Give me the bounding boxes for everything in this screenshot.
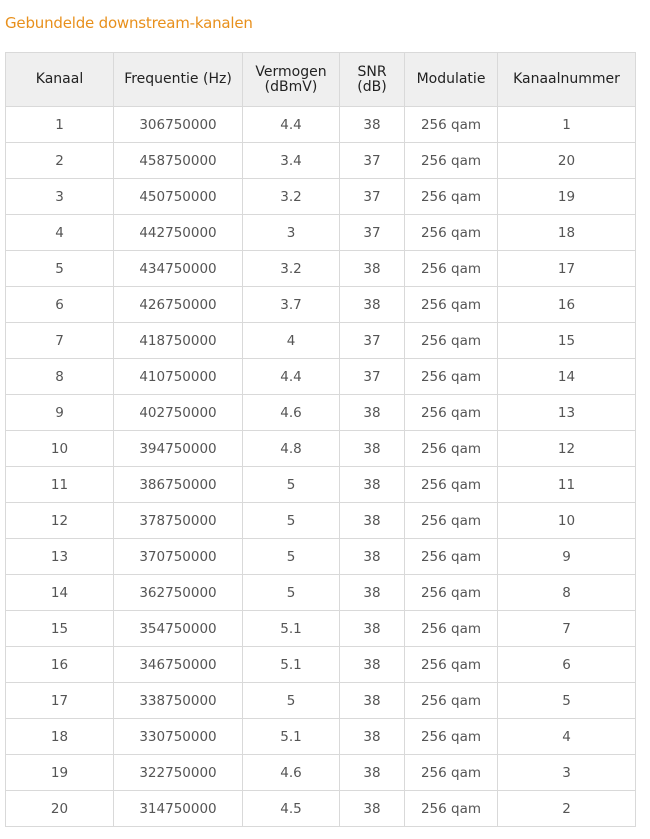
cell-frequentie: 370750000: [114, 539, 243, 575]
cell-kanaalnummer: 18: [498, 215, 636, 251]
cell-kanaalnummer: 16: [498, 287, 636, 323]
table-row: [6, 431, 636, 467]
cell-frequentie: 322750000: [114, 755, 243, 791]
cell-snr: 38: [340, 683, 405, 719]
cell-modulatie: 256 qam: [405, 575, 498, 611]
table-row: [6, 683, 636, 719]
cell-kanaal: 3: [6, 179, 114, 215]
cell-frequentie: 338750000: [114, 683, 243, 719]
cell-kanaalnummer: 10: [498, 503, 636, 539]
cell-kanaal: 20: [6, 791, 114, 827]
cell-modulatie: 256 qam: [405, 287, 498, 323]
cell-kanaal: 4: [6, 215, 114, 251]
table-row: [6, 215, 636, 251]
table-row: [6, 359, 636, 395]
cell-kanaal: 7: [6, 323, 114, 359]
table-row: [6, 395, 636, 431]
cell-vermogen: 5: [243, 539, 340, 575]
header-kanaal: [6, 53, 114, 107]
cell-snr: 37: [340, 143, 405, 179]
cell-frequentie: 418750000: [114, 323, 243, 359]
table-header: [6, 53, 636, 107]
cell-vermogen: 4.4: [243, 107, 340, 143]
cell-vermogen: 5: [243, 503, 340, 539]
table-body: [6, 107, 636, 827]
cell-snr: 38: [340, 611, 405, 647]
cell-modulatie: 256 qam: [405, 467, 498, 503]
table-row: [6, 107, 636, 143]
cell-snr: 38: [340, 107, 405, 143]
cell-snr: 38: [340, 395, 405, 431]
cell-snr: 37: [340, 359, 405, 395]
cell-kanaalnummer: 13: [498, 395, 636, 431]
cell-vermogen: 3: [243, 215, 340, 251]
cell-snr: 38: [340, 503, 405, 539]
cell-kanaal: 12: [6, 503, 114, 539]
table-row: [6, 503, 636, 539]
cell-frequentie: 306750000: [114, 107, 243, 143]
cell-modulatie: 256 qam: [405, 395, 498, 431]
cell-vermogen: 5: [243, 683, 340, 719]
cell-frequentie: 354750000: [114, 611, 243, 647]
table-row: [6, 287, 636, 323]
cell-frequentie: 442750000: [114, 215, 243, 251]
cell-vermogen: 3.2: [243, 179, 340, 215]
cell-modulatie: 256 qam: [405, 359, 498, 395]
cell-kanaal: 2: [6, 143, 114, 179]
table-row: [6, 251, 636, 287]
cell-modulatie: 256 qam: [405, 647, 498, 683]
cell-vermogen: 5.1: [243, 611, 340, 647]
cell-snr: 38: [340, 791, 405, 827]
table-row: [6, 539, 636, 575]
cell-frequentie: 386750000: [114, 467, 243, 503]
cell-frequentie: 346750000: [114, 647, 243, 683]
cell-snr: 38: [340, 539, 405, 575]
cell-frequentie: 402750000: [114, 395, 243, 431]
cell-frequentie: 426750000: [114, 287, 243, 323]
cell-kanaalnummer: 7: [498, 611, 636, 647]
cell-snr: 37: [340, 323, 405, 359]
downstream-channels-table: [5, 52, 636, 827]
cell-frequentie: 410750000: [114, 359, 243, 395]
cell-kanaalnummer: 19: [498, 179, 636, 215]
cell-kanaal: 13: [6, 539, 114, 575]
cell-kanaal: 11: [6, 467, 114, 503]
header-kanaalnummer-label: Kanaalnummer: [513, 71, 620, 87]
header-snr-unit: (dB): [357, 78, 387, 95]
cell-kanaalnummer: 14: [498, 359, 636, 395]
table-row: [6, 143, 636, 179]
cell-snr: 38: [340, 719, 405, 755]
cell-vermogen: 4.6: [243, 395, 340, 431]
cell-vermogen: 5: [243, 467, 340, 503]
cell-modulatie: 256 qam: [405, 143, 498, 179]
cell-frequentie: 434750000: [114, 251, 243, 287]
table-row: [6, 323, 636, 359]
cell-snr: 38: [340, 251, 405, 287]
cell-modulatie: 256 qam: [405, 323, 498, 359]
cell-kanaal: 17: [6, 683, 114, 719]
cell-vermogen: 3.2: [243, 251, 340, 287]
cell-snr: 38: [340, 467, 405, 503]
table-row: [6, 791, 636, 827]
cell-modulatie: 256 qam: [405, 179, 498, 215]
header-snr-label: SNR: [357, 63, 387, 80]
table-row: [6, 719, 636, 755]
cell-kanaalnummer: 17: [498, 251, 636, 287]
cell-kanaalnummer: 20: [498, 143, 636, 179]
cell-kanaalnummer: 11: [498, 467, 636, 503]
cell-kanaal: 16: [6, 647, 114, 683]
table-row: [6, 755, 636, 791]
header-frequentie: [114, 53, 243, 107]
table-row: [6, 647, 636, 683]
header-kanaalnummer: [498, 53, 636, 107]
cell-vermogen: 3.4: [243, 143, 340, 179]
cell-frequentie: 458750000: [114, 143, 243, 179]
cell-frequentie: 330750000: [114, 719, 243, 755]
cell-kanaalnummer: 1: [498, 107, 636, 143]
cell-modulatie: 256 qam: [405, 431, 498, 467]
cell-kanaalnummer: 6: [498, 647, 636, 683]
cell-vermogen: 3.7: [243, 287, 340, 323]
cell-snr: 37: [340, 215, 405, 251]
header-kanaal-label: Kanaal: [35, 71, 84, 87]
cell-kanaal: 19: [6, 755, 114, 791]
cell-kanaalnummer: 4: [498, 719, 636, 755]
header-vermogen-label: Vermogen: [255, 63, 327, 80]
cell-kanaalnummer: 12: [498, 431, 636, 467]
cell-snr: 38: [340, 287, 405, 323]
cell-modulatie: 256 qam: [405, 611, 498, 647]
cell-vermogen: 5: [243, 575, 340, 611]
cell-snr: 38: [340, 575, 405, 611]
cell-kanaal: 9: [6, 395, 114, 431]
cell-vermogen: 4.8: [243, 431, 340, 467]
header-vermogen: [243, 53, 340, 107]
cell-vermogen: 4.5: [243, 791, 340, 827]
cell-vermogen: 4: [243, 323, 340, 359]
cell-modulatie: 256 qam: [405, 719, 498, 755]
cell-modulatie: 256 qam: [405, 539, 498, 575]
cell-kanaalnummer: 9: [498, 539, 636, 575]
cell-kanaal: 10: [6, 431, 114, 467]
cell-modulatie: 256 qam: [405, 107, 498, 143]
cell-kanaal: 14: [6, 575, 114, 611]
cell-modulatie: 256 qam: [405, 791, 498, 827]
cell-kanaal: 15: [6, 611, 114, 647]
header-modulatie: [405, 53, 498, 107]
cell-kanaal: 1: [6, 107, 114, 143]
cell-kanaal: 6: [6, 287, 114, 323]
table-row: [6, 179, 636, 215]
cell-modulatie: 256 qam: [405, 503, 498, 539]
header-row: [6, 53, 636, 107]
cell-snr: 38: [340, 647, 405, 683]
cell-vermogen: 5.1: [243, 647, 340, 683]
cell-kanaal: 8: [6, 359, 114, 395]
table-row: [6, 575, 636, 611]
cell-vermogen: 4.4: [243, 359, 340, 395]
header-frequentie-label: Frequentie (Hz): [124, 71, 232, 87]
cell-frequentie: 362750000: [114, 575, 243, 611]
cell-frequentie: 378750000: [114, 503, 243, 539]
cell-kanaalnummer: 5: [498, 683, 636, 719]
cell-snr: 37: [340, 179, 405, 215]
header-vermogen-unit: (dBmV): [264, 78, 318, 95]
section-title: Gebundelde downstream-kanalen: [5, 14, 253, 32]
cell-frequentie: 314750000: [114, 791, 243, 827]
cell-kanaalnummer: 2: [498, 791, 636, 827]
cell-modulatie: 256 qam: [405, 755, 498, 791]
header-snr: [340, 53, 405, 107]
cell-kanaal: 5: [6, 251, 114, 287]
cell-modulatie: 256 qam: [405, 251, 498, 287]
table-row: [6, 467, 636, 503]
cell-snr: 38: [340, 755, 405, 791]
cell-vermogen: 4.6: [243, 755, 340, 791]
cell-kanaal: 18: [6, 719, 114, 755]
cell-kanaalnummer: 3: [498, 755, 636, 791]
table-row: [6, 611, 636, 647]
cell-modulatie: 256 qam: [405, 683, 498, 719]
cell-frequentie: 450750000: [114, 179, 243, 215]
cell-snr: 38: [340, 431, 405, 467]
cell-modulatie: 256 qam: [405, 215, 498, 251]
cell-kanaalnummer: 8: [498, 575, 636, 611]
header-modulatie-label: Modulatie: [416, 71, 486, 87]
cell-vermogen: 5.1: [243, 719, 340, 755]
cell-kanaalnummer: 15: [498, 323, 636, 359]
cell-frequentie: 394750000: [114, 431, 243, 467]
